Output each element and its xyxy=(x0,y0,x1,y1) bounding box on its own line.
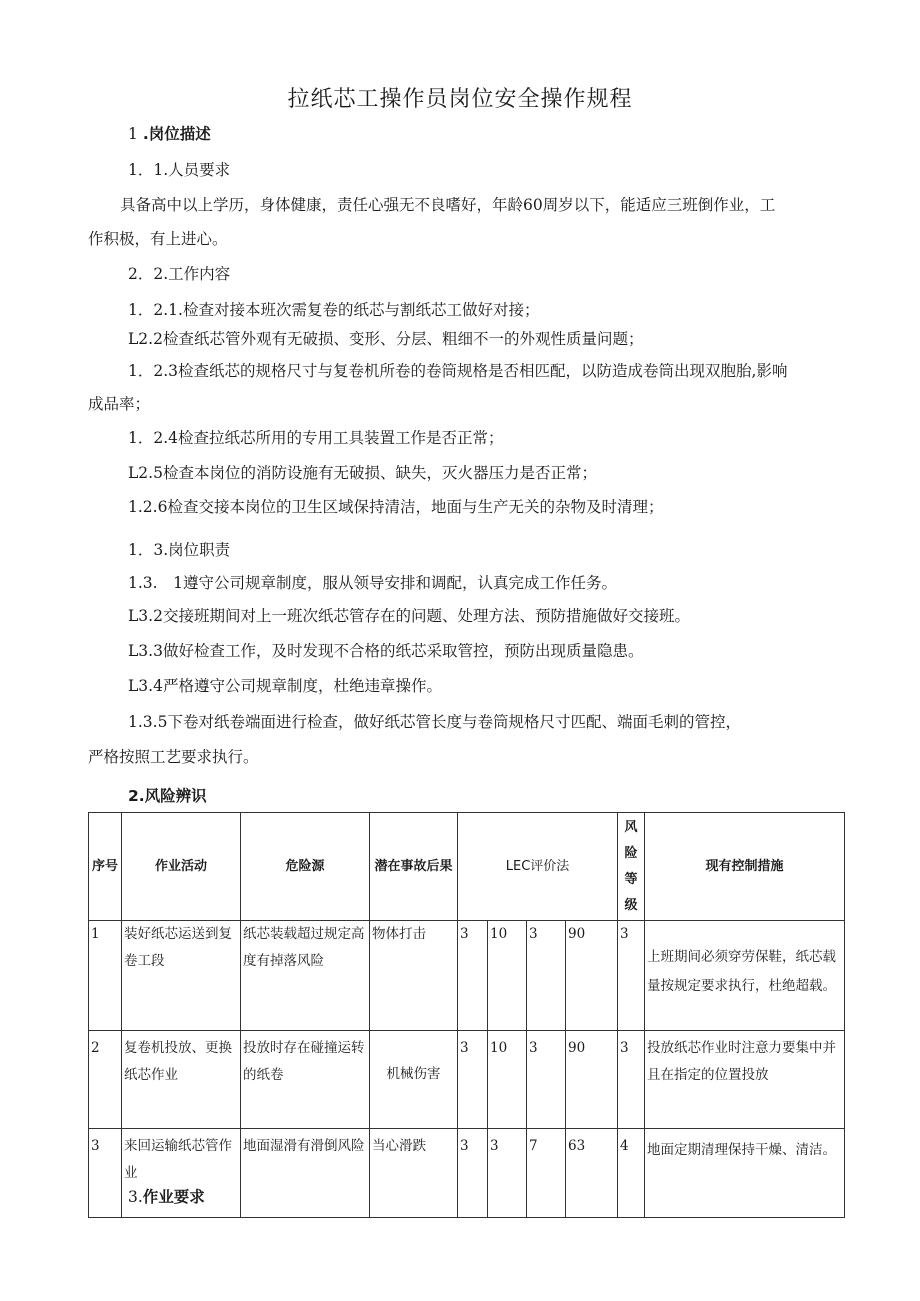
cell-activity: 装好纸芯运送到复卷工段 xyxy=(122,921,241,1031)
cell-l: 3 xyxy=(458,1031,488,1129)
cell-d: 63 xyxy=(566,1129,618,1218)
header-level: 风险等级 xyxy=(618,813,645,921)
list-item: L2.2检查纸芯管外观有无破损、变形、分层、粗细不一的外观性质量问题； xyxy=(128,330,644,348)
cell-level: 3 xyxy=(618,921,645,1031)
list-item: L3.4严格遵守公司规章制度，杜绝违章操作。 xyxy=(128,677,442,695)
section-1-title: .岗位描述 xyxy=(142,125,211,143)
cell-hazard: 地面湿滑有滑倒风险 xyxy=(241,1129,370,1218)
document-title: 拉纸芯工操作员岗位安全操作规程 xyxy=(287,87,633,112)
header-consequence: 潜在事故后果 xyxy=(370,813,458,921)
cell-hazard: 投放时存在碰撞运转的纸卷 xyxy=(241,1031,370,1129)
cell-control: 投放纸芯作业时注意力要集中并且在指定的位置投放 xyxy=(645,1031,845,1129)
list-item: 1．2.3检查纸芯的规格尺寸与复卷机所卷的卷筒规格是否相匹配，以防造成卷筒出现双胞胎,影响 xyxy=(128,362,788,380)
cell-no: 3 xyxy=(89,1129,122,1218)
cell-l: 3 xyxy=(458,1129,488,1218)
table-row xyxy=(89,1031,845,1129)
list-item-continuation: 成品率； xyxy=(88,395,151,413)
cell-e: 3 xyxy=(488,1129,527,1218)
cell-activity: 来回运输纸芯管作业 xyxy=(122,1129,241,1218)
subsection-1-2-heading: 2．2.工作内容 xyxy=(128,265,231,283)
table-row xyxy=(89,921,845,1031)
cell-d: 90 xyxy=(566,1031,618,1129)
list-item: 1．2.4检查拉纸芯所用的专用工具装置工作是否正常； xyxy=(128,429,504,447)
cell-d: 90 xyxy=(566,921,618,1031)
list-item-continuation: 严格按照工艺要求执行。 xyxy=(88,748,259,766)
subsection-1-1-heading: 1．1.人员要求 xyxy=(128,161,231,179)
header-control: 现有控制措施 xyxy=(645,813,845,921)
list-item: 1.3. 1遵守公司规章制度，服从领导安排和调配，认真完成工作任务。 xyxy=(128,574,617,592)
header-lec: LEC评价法 xyxy=(458,813,618,921)
table-header-row xyxy=(89,813,845,921)
section-1-number: 1 xyxy=(128,125,138,143)
subsection-1-1-body-line-1: 具备高中以上学历，身体健康，责任心强无不良嗜好，年龄60周岁以下，能适应三班倒作业，工 xyxy=(120,196,776,214)
cell-control: 上班期间必须穿劳保鞋，纸芯载量按规定要求执行，杜绝超载。 xyxy=(645,921,845,1031)
header-hazard: 危险源 xyxy=(241,813,370,921)
cell-c: 3 xyxy=(527,921,566,1031)
risk-identification-table xyxy=(88,812,845,1218)
list-item: 1．2.1.检查对接本班次需复卷的纸芯与割纸芯工做好对接； xyxy=(128,301,540,319)
section-3-number: 3. xyxy=(128,1188,143,1206)
section-2-heading: 2.风险辨识 xyxy=(128,787,207,805)
cell-e: 10 xyxy=(488,1031,527,1129)
cell-l: 3 xyxy=(458,921,488,1031)
list-item: L2.5检查本岗位的消防设施有无破损、缺失，灭火器压力是否正常； xyxy=(128,464,597,482)
cell-consequence: 当心滑跌 xyxy=(370,1129,458,1218)
list-item: L3.3做好检查工作，及时发现不合格的纸芯采取管控，预防出现质量隐患。 xyxy=(128,642,644,660)
cell-c: 3 xyxy=(527,1031,566,1129)
cell-activity: 复卷机投放、更换纸芯作业 xyxy=(122,1031,241,1129)
section-3-heading xyxy=(128,1187,205,1207)
list-item: L3.2交接班期间对上一班次纸芯管存在的问题、处理方法、预防措施做好交接班。 xyxy=(128,607,690,625)
section-3-title: 作业要求 xyxy=(142,1188,205,1206)
cell-level: 3 xyxy=(618,1031,645,1129)
header-activity: 作业活动 xyxy=(122,813,241,921)
cell-consequence: 机械伤害 xyxy=(370,1031,458,1129)
cell-hazard: 纸芯装载超过规定高度有掉落风险 xyxy=(241,921,370,1031)
cell-control: 地面定期清理保持干燥、清洁。 xyxy=(645,1129,845,1218)
cell-e: 10 xyxy=(488,921,527,1031)
cell-c: 7 xyxy=(527,1129,566,1218)
header-no: 序号 xyxy=(89,813,122,921)
subsection-1-3-heading: 1．3.岗位职责 xyxy=(128,541,231,559)
subsection-1-1-body-line-2: 作积极，有上进心。 xyxy=(88,230,228,248)
cell-no: 1 xyxy=(89,921,122,1031)
cell-level: 4 xyxy=(618,1129,645,1218)
cell-consequence: 物体打击 xyxy=(370,921,458,1031)
section-1-heading xyxy=(128,124,211,144)
cell-no: 2 xyxy=(89,1031,122,1129)
list-item: 1.3.5下卷对纸卷端面进行检查，做好纸芯管长度与卷筒规格尺寸匹配、端面毛刺的管控， xyxy=(128,713,741,731)
list-item: 1.2.6检查交接本岗位的卫生区域保持清洁，地面与生产无关的杂物及时清理； xyxy=(128,498,664,516)
